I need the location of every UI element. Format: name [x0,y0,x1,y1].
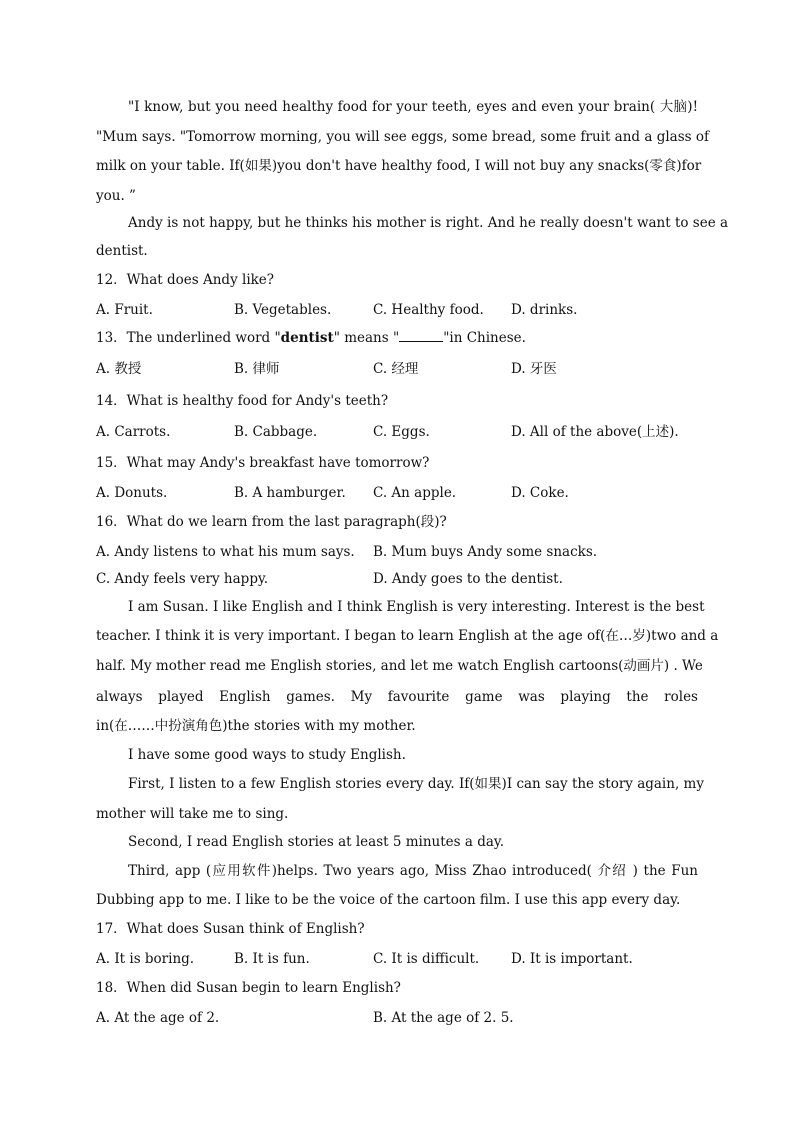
question-stem: 17．What does Susan think of English? [96,921,365,937]
answer-option: C. Andy feels very happy. [96,571,269,587]
answer-option: C. An apple. [373,485,457,501]
answer-option: B. At the age of 2. 5. [373,1010,514,1026]
question-stem: 14．What is healthy food for Andy's teeth? [96,393,389,409]
passage2-line: Dubbing app to me. I like to be the voice of the cartoon film. I use this app every day. [96,892,681,908]
underlined-word: dentist [280,330,334,346]
answer-option: B. It is fun. [234,951,310,967]
answer-option: A. Carrots. [96,424,171,440]
answer-option: D. 牙医 [511,361,557,377]
answer-option: C. 经理 [373,361,419,377]
answer-option: B. 律师 [234,361,280,377]
answer-option: B. Cabbage. [234,424,318,440]
stem-text: "in Chinese. [443,330,526,346]
stem-text: " means " [333,330,400,346]
passage2-line: half. My mother read me English stories, and let me watch English cartoons(动画片) . We [96,658,703,674]
question-stem [96,329,698,347]
question-stem: 12．What does Andy like? [96,272,275,288]
answer-option: D. Coke. [511,485,569,501]
passage2-line: teacher. I think it is very important. I began to learn English at the age of(在…岁)two and a [96,628,719,644]
answer-option: D. Andy goes to the dentist. [373,571,563,587]
question-stem: 18．When did Susan begin to learn English? [96,980,401,996]
passage1-line: "I know, but you need healthy food for your teeth, eyes and even your brain( 大脑)! [128,99,698,115]
answer-option: A. Andy listens to what his mum says. [96,544,355,560]
passage1-line: Andy is not happy, but he thinks his mother is right. And he really doesn't want to see a [128,215,729,231]
answer-option: C. It is difficult. [373,951,480,967]
answer-option: B. Mum buys Andy some snacks. [373,544,598,560]
answer-blank [399,329,443,342]
passage2-line: always played English games. My favourite game was playing the roles [96,689,698,705]
passage2-line: Third, app (应用软件)helps. Two years ago, Miss Zhao introduced( 介绍 ) the Fun [128,863,698,879]
passage1-line: "Mum says. "Tomorrow morning, you will see eggs, some bread, some fruit and a glass of [96,129,709,145]
passage2-line: in(在……中扮演角色)the stories with my mother. [96,718,416,734]
answer-option: A. 教授 [96,361,142,377]
answer-option: A. Fruit. [96,302,153,318]
passage2-line: I have some good ways to study English. [128,747,406,763]
passage1-line: dentist. [96,243,148,259]
answer-option: A. Donuts. [96,485,168,501]
question-stem: 15．What may Andy's breakfast have tomorrow? [96,455,430,471]
passage2-line: Second, I read English stories at least 5 minutes a day. [128,834,505,850]
answer-option: A. It is boring. [96,951,195,967]
stem-text: 13．The underlined word " [96,330,281,346]
answer-option: D. drinks. [511,302,578,318]
answer-option: C. Eggs. [373,424,430,440]
passage1-line: milk on your table. If(如果)you don't have healthy food, I will not buy any snacks(零食)for [96,158,702,174]
question-stem: 16．What do we learn from the last paragraph(段)? [96,514,447,530]
passage2-line: I am Susan. I like English and I think English is very interesting. Interest is the best [128,599,705,615]
answer-option: B. Vegetables. [234,302,332,318]
passage1-line: you. ” [96,188,136,204]
answer-option: B. A hamburger. [234,485,346,501]
passage2-line: mother will take me to sing. [96,806,289,822]
answer-option: A. At the age of 2. [96,1010,220,1026]
answer-option: D. It is important. [511,951,633,967]
passage2-line: First, I listen to a few English stories every day. If(如果)I can say the story again, my [128,776,704,792]
answer-option: C. Healthy food. [373,302,484,318]
answer-option: D. All of the above(上述). [511,424,679,440]
